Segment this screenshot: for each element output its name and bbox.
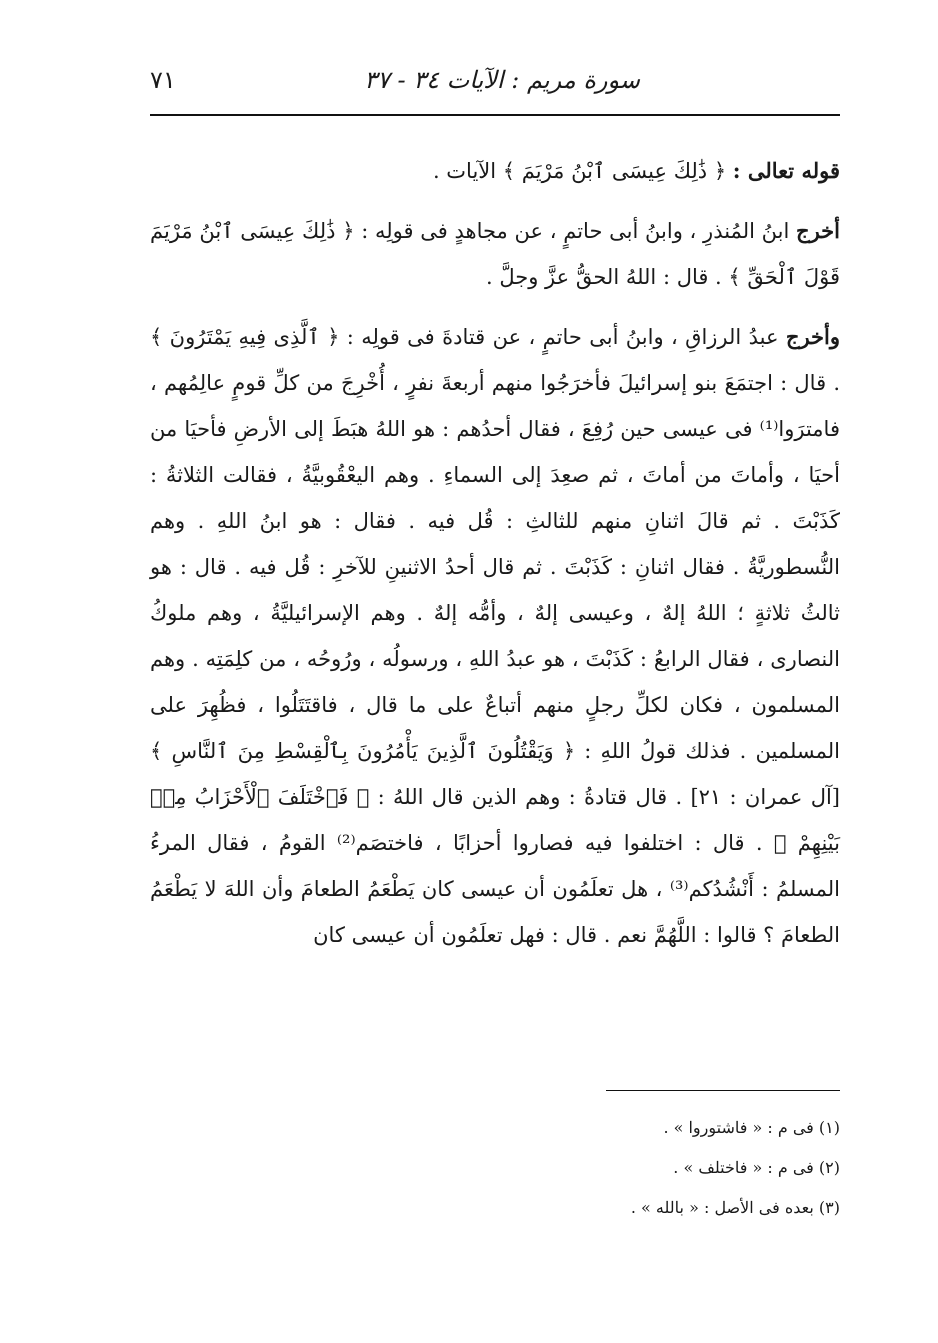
paragraph-lead: قوله تعالى : [732, 158, 840, 183]
footnotes [150, 1108, 840, 1228]
page-number: ٧١ [150, 66, 176, 94]
paragraph-3 [150, 314, 840, 958]
paragraph-text: ﴿ ذَٰلِكَ عِيسَى ٱبْنُ مَرْيَمَ ﴾ الآيات . [432, 159, 733, 183]
paragraph-1 [150, 148, 840, 194]
footnote-rule [606, 1090, 840, 1091]
paragraph-text: عبدُ الرزاقِ ، وابنُ أبى حاتمٍ ، عن قتادةَ فى قولِه : ﴿ ٱلَّذِى فِيهِ يَمْتَرُونَ ﴾ . قال : اجتمَعَ بنو إسرائيلَ فأخرَجُوا منهم أربعةَ نفرٍ ، أُخْرِجَ من كلِّ قومٍ عالِمُهم ، فامترَوا⁽¹⁾ فى عيسى حين رُفِعَ ، فقال أحدُهم : هو اللهُ هبَطَ إلى الأرضِ فأحيَا من أحيَا ، وأماتَ من أماتَ ، ثم صعِدَ إلى السماءِ . وهم اليعْقُوبيَّةُ ، فقالت الثلاثةُ : كَذَبْتَ . ثم قالَ اثنانِ منهم للثالثِ : قُل فيه . فقال : هو ابنُ اللهِ . وهم النُّسطوريَّةُ . فقال اثنانِ : كَذَبْتَ . ثم قال أحدُ الاثنينِ للآخرِ : قُل فيه . قال : هو ثالثُ ثلاثةٍ ؛ اللهُ إلهٌ ، وعيسى إلهٌ ، وأمُّه إلهٌ . وهم الإسرائيليَّةُ ، وهم ملوكُ النصارى ، فقال الرابعُ : كَذَبْتَ ، هو عبدُ اللهِ ، ورسولُه ، ورُوحُه ، من كلِمَتِه . وهم المسلمون ، فكان لكلِّ رجلٍ منهم أتباعٌ على ما قال ، فاقتَتَلُوا ، فظُهِرَ على المسلمين . فذلك قولُ اللهِ : ﴿ وَيَقْتُلُونَ ٱلَّذِينَ يَأْمُرُونَ بِٱلْقِسْطِ مِنَ ٱلنَّاسِ ﴾ [آل عمران : ٢١] . قال قتادةُ : وهم الذين قال اللهُ : ﴿ فَٱخْتَلَفَ ٱلْأَحْزَابُ مِنۢ بَيْنِهِمْ ﴾ . قال : اختلفوا فيه فصاروا أحزابًا ، فاختصَم⁽²⁾ القومُ ، فقال المرءُ المسلمُ : أَنْشُدُكم⁽³⁾ ، هل تعلَمُون أن عيسى كان يَطْعَمُ الطعامَ وأن اللهَ لا يَطْعَمُ الطعامَ ؟ قالوا : اللَّهُمَّ نعم . قال : فهل تعلَمُون أن عيسى كان [150, 325, 840, 947]
paragraph-text: ابنُ المُنذرِ ، وابنُ أبى حاتمٍ ، عن مجاهدٍ فى قولِه : ﴿ ذَٰلِكَ عِيسَى ٱبْنُ مَرْيَمَ قَوْلَ ٱلْحَقِّ ﴾ . قال : اللهُ الحقُّ عزَّ وجلَّ . [150, 219, 840, 289]
footnote-1: (١) فى م : « فاشتوروا » . [663, 1118, 840, 1137]
running-title: سورة مريم : الآيات ٣٤ - ٣٧ [364, 66, 640, 94]
paragraph-2 [150, 208, 840, 300]
header-rule [150, 114, 840, 116]
page-header [150, 62, 840, 102]
paragraph-lead: وأخرج [785, 324, 840, 349]
main-text [150, 148, 840, 972]
footnote-2: (٢) فى م : « فاختلف » . [673, 1158, 840, 1177]
footnote-3: (٣) بعده فى الأصل : « بالله » . [630, 1198, 840, 1217]
paragraph-lead: أخرج [796, 218, 840, 243]
